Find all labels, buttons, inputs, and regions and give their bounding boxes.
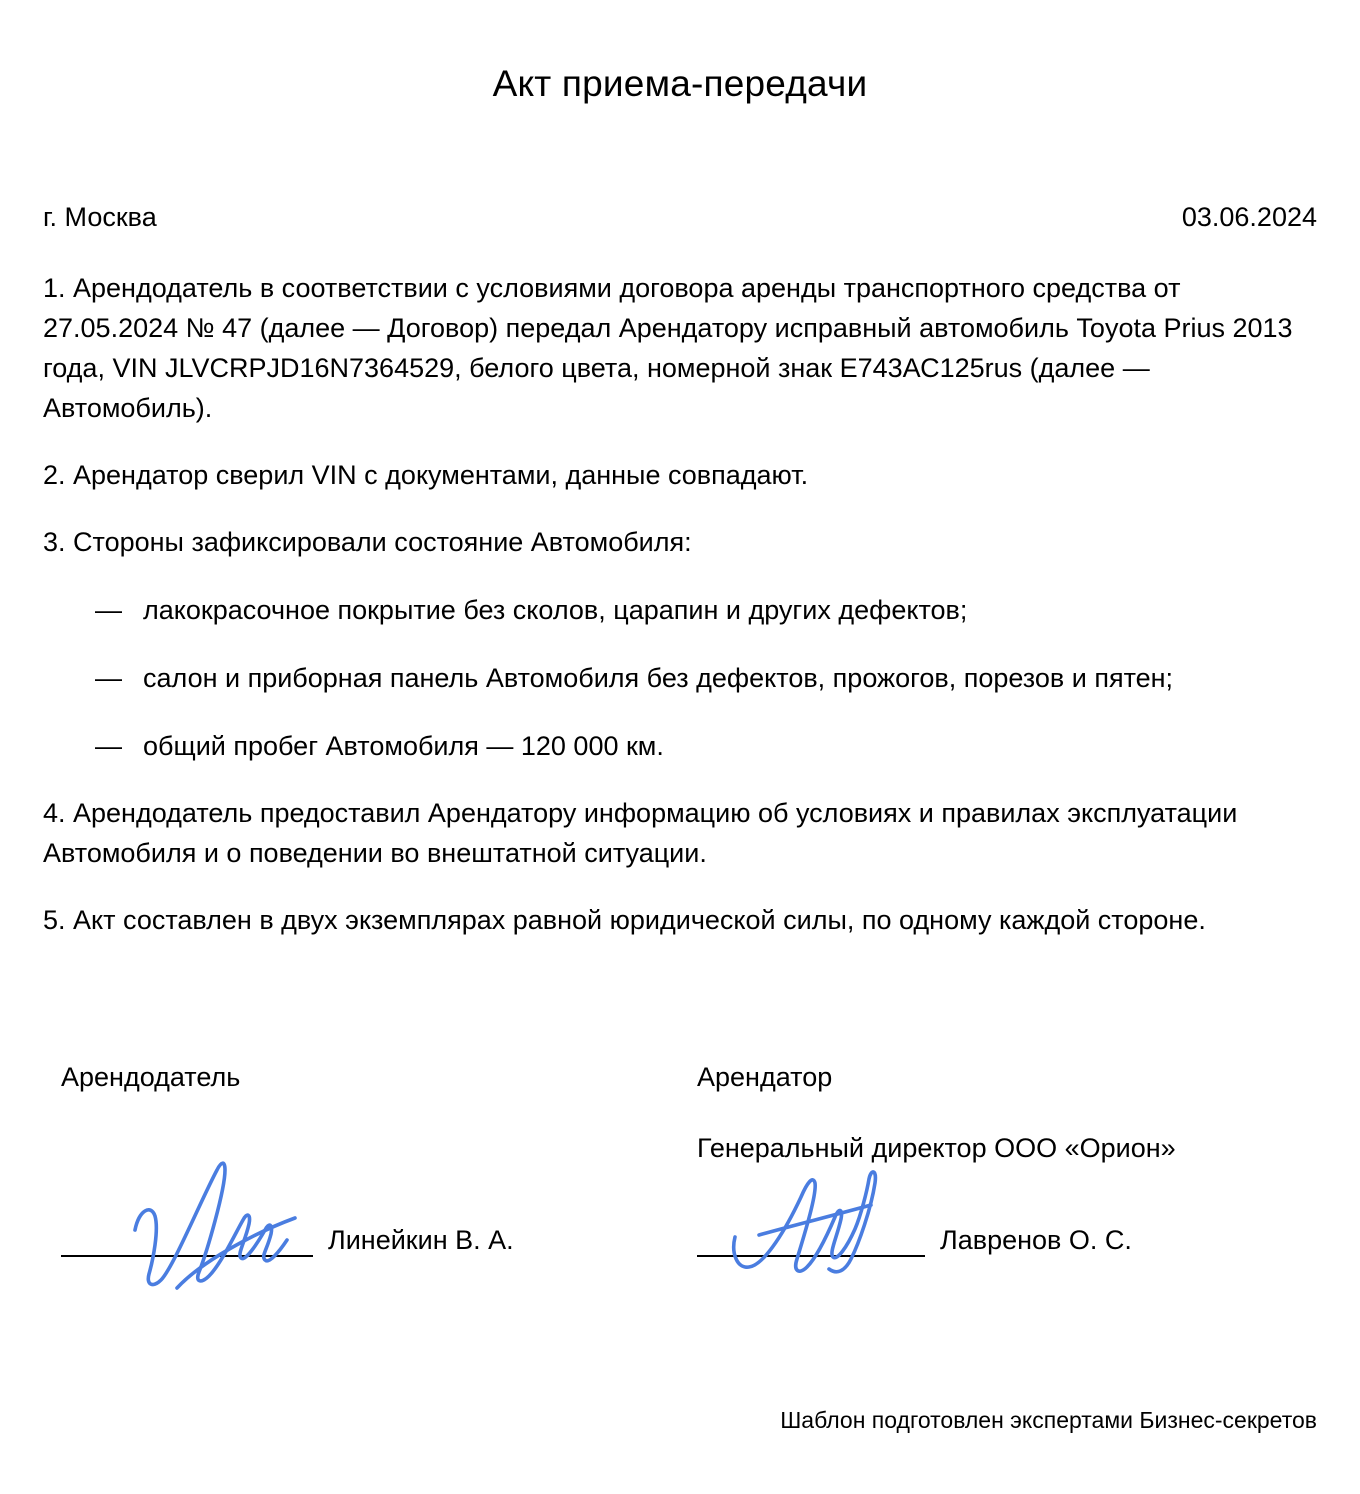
signature-column-lessee [697,1058,1337,1257]
dash-bullet-icon: — [95,730,122,761]
signature-block [43,1058,1317,1298]
lessee-signature-line-row [697,1193,1337,1257]
clause-2: 2. Арендатор сверил VIN с документами, данные совпадают. [43,459,809,490]
lessor-signature-rule [61,1223,313,1257]
page-title: Акт приема-передачи [492,63,868,104]
document-date: 03.06.2024 [1181,202,1317,233]
list-item [43,630,1317,698]
list-item [43,698,1317,766]
document-meta-row [43,199,1317,235]
clause-5: 5. Акт составлен в двух экземплярах равной юридической силы, по одному каждой стороне. [43,904,1206,935]
list-item [43,562,1317,630]
list-item-label: общий пробег Автомобиля — 120 000 км. [143,730,664,761]
dash-bullet-icon: — [95,594,122,625]
lessor-signature-line-row [61,1193,681,1257]
dash-bullet-icon: — [95,662,122,693]
clause-1: 1. Арендодатель в соответствии с условиями договора аренды транспортного средства от 27.05.2024 № 47 (далее — Договор) передал Арендатору исправный автомобиль Toyota Prius 2013 года, VIN JLVCRPJD16N7364529, белого цвета, номерной знак Е743АС125rus (далее — Автомобиль). [43,272,1293,423]
lessor-name: Линейкин В. А. [328,1224,514,1255]
lessee-name: Лавренов О. С. [940,1224,1132,1255]
lessee-role-label: Арендатор [697,1061,833,1092]
lessee-position-label: Генеральный директор ООО «Орион» [697,1132,1176,1163]
clause-3: 3. Стороны зафиксировали состояние Автомобиля: [43,526,692,557]
list-item-label: салон и приборная панель Автомобиля без дефектов, прожогов, порезов и пятен; [143,662,1174,693]
footer-credit: Шаблон подготовлен экспертами Бизнес-секретов [780,1407,1317,1434]
lessee-signature-rule [697,1223,925,1257]
condition-list [43,562,1317,766]
list-item-label: лакокрасочное покрытие без сколов, царапин и других дефектов; [143,594,968,625]
signature-column-lessor [61,1058,681,1257]
lessor-role-label: Арендодатель [61,1061,241,1092]
document-city: г. Москва [43,202,157,233]
clause-4: 4. Арендодатель предоставил Арендатору информацию об условиях и правилах эксплуатации Автомобиля и о поведении во внештатной ситуации. [43,797,1238,868]
lessee-signature-ink [725,1157,955,1287]
